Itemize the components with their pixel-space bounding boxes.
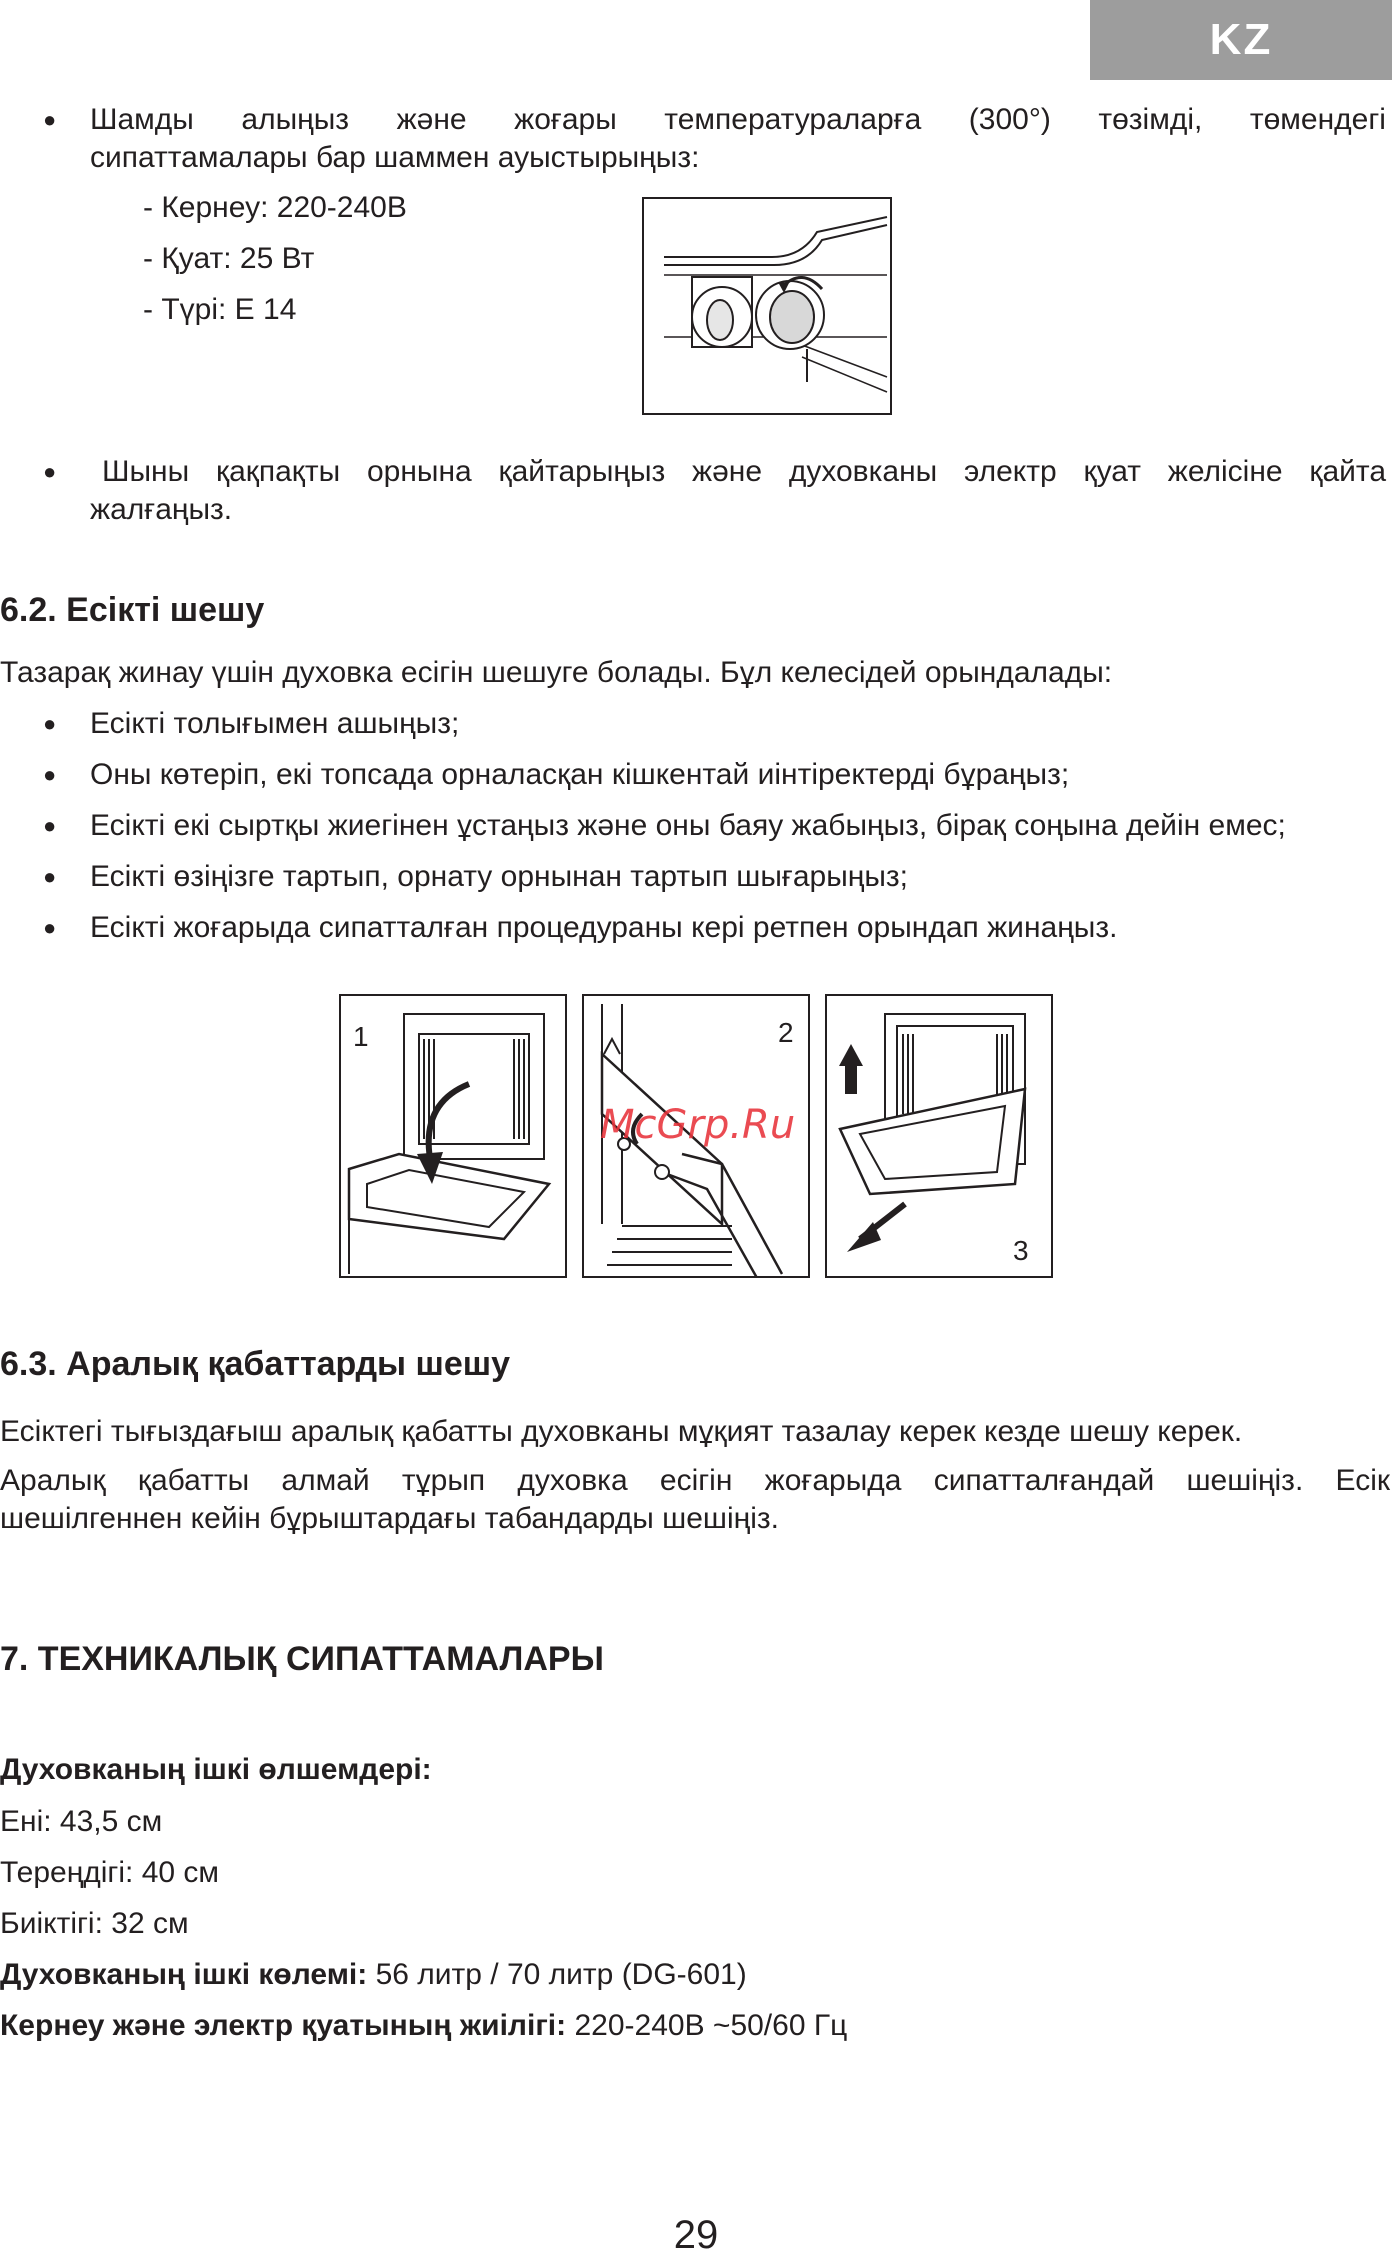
door-open-step-icon [339,994,567,1278]
volume-line [0,1955,747,1995]
bullet-icon: ● [43,813,57,838]
door-step-2: Оны көтеріп, екі топсада орналасқан кішкентай иінтіректерді бұраңыз; [90,758,1070,791]
bullet-icon: ● [43,762,57,787]
door-step-3: Есікті екі сыртқы жиегінен ұстаңыз және оны баяу жабыңыз, бірақ соңына дейін емес; [90,809,1286,842]
bullet-icon: ● [43,107,57,132]
gasket-para-2-line2: шешілгеннен кейін бұрыштардағы табандарды шешіңіз. [0,1502,779,1535]
section-heading-tech-specs: 7. ТЕХНИКАЛЫҚ СИПАТТАМАЛАРЫ [0,1640,604,1678]
door-figure-3 [825,994,1053,1278]
lamp-bullet-line1: Шамды алыңыз және жоғары температураларға (300°) төзімді, төмендегі [90,103,1386,136]
bullet-icon: ● [43,459,57,484]
dim-depth: Тереңдігі: 40 см [0,1856,220,1889]
bullet-icon: ● [43,711,57,736]
figure-label-1: 1 [353,1021,369,1052]
page-number: 29 [673,2213,719,2257]
figure-label-2: 2 [778,1017,794,1048]
dims-heading: Духовканың ішкі өлшемдері: [0,1753,432,1786]
bullet-icon: ● [43,915,57,940]
voltage-label: Кернеу және электр қуатының жиілігі: [0,2009,567,2042]
glass-bullet-line1: Шыны қақпақты орнына қайтарыңыз және духовканы электр қуат желісіне қайта [102,455,1386,488]
door-figure-1 [339,994,567,1278]
dim-width: Ені: 43,5 см [0,1805,163,1838]
dim-height: Биіктігі: 32 см [0,1907,189,1940]
door-removal-step-icon [825,994,1053,1278]
volume-label: Духовканың ішкі көлемі: [0,1958,368,1991]
bullet-icon: ● [43,864,57,889]
glass-bullet-line2: жалғаңыз. [90,493,233,526]
door-step-4: Есікті өзіңізге тартып, орнату орнынан тартып шығарыңыз; [90,860,909,893]
spec-power: - Қуат: 25 Вт [143,242,315,275]
watermark: McGrp.Ru [600,1102,796,1148]
voltage-value: 220-240В ~50/60 Гц [566,2009,848,2042]
lamp-bullet-line2: сипаттамалары бар шаммен ауыстырыңыз: [90,141,700,174]
door-intro: Тазарақ жинау үшін духовка есігін шешуге болады. Бұл келесідей орындалады: [0,656,1113,689]
spec-voltage: - Кернеу: 220-240В [143,191,407,224]
figure-label-3: 3 [1013,1235,1029,1266]
door-step-5: Есікті жоғарыда сипатталған процедураны кері ретпен орындап жинаңыз. [90,911,1118,944]
gasket-para-1: Есіктегі тығыздағыш аралық қабатты духовканы мұқият тазалау керек кезде шешу керек. [0,1415,1243,1448]
spec-type: - Түрі: Е 14 [143,293,297,326]
gasket-para-2-line1: Аралық қабатты алмай тұрып духовка есігін жоғарыда сипатталғандай шешіңіз. Есік [0,1464,1390,1497]
section-heading-door-removal: 6.2. Есікті шешу [0,591,265,629]
voltage-line [0,2006,847,2046]
language-badge: KZ [1090,0,1392,80]
section-heading-gasket-removal: 6.3. Аралық қабаттарды шешу [0,1345,511,1383]
lamp-figure [642,197,892,415]
lamp-replacement-icon [642,197,892,415]
volume-value: 56 литр / 70 литр (DG-601) [367,1958,747,1991]
door-step-1: Есікті толығымен ашыңыз; [90,707,460,740]
